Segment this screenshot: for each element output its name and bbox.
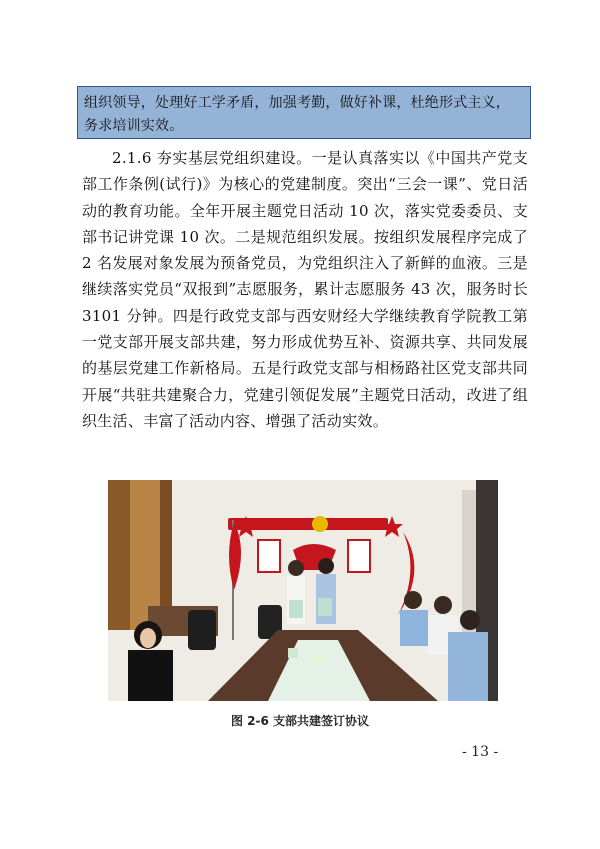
highlighted-paragraph	[77, 86, 531, 139]
section-paragraph: 2.1.6 夯实基层党组织建设。一是认真落实以《中国共产党支部工作条例(试行)》为核心的党建制度。突出“三会一课”、党日活动的教育功能。全年开展主题党日活动 10 次，落实党委委员、支部书记讲党课 10 次。二是规范组织发展。按组织发展程序完成了 2 名发展对象发展为预备党员，为党组织注入了新鲜的血液。三是继续落实党员“双报到”志愿服务，累计志愿服务 43 次，服务时长 3101 分钟。四是行政党支部与西安财经大学继续教育学院教工第一党支部开展支部共建，努力形成优势互补、资源共享、共同发展的基层党建工作新格局。五是行政党支部与相杨路社区党支部共同开展“共驻共建聚合力，党建引领促发展”主题党日活动，改进了组织生活、丰富了活动内容、增强了活动实效。	[82, 149, 528, 430]
highlighted-text: 组织领导，处理好工学矛盾，加强考勤，做好补课，杜绝形式主义，务求培训实效。	[84, 95, 510, 134]
photo-illustration	[108, 480, 498, 701]
section-body	[82, 145, 528, 434]
figure-caption: 图 2-6 支部共建签订协议	[230, 714, 370, 728]
page-number: - 13 -	[462, 744, 499, 760]
event-photo	[108, 480, 498, 701]
